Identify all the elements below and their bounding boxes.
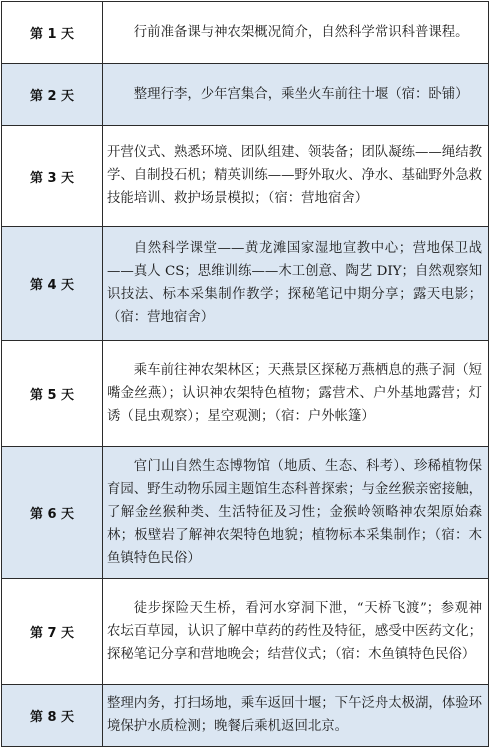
itinerary-row (2, 685, 489, 747)
day-label: 第 2 天 (2, 64, 103, 126)
itinerary-table (1, 1, 489, 747)
itinerary-row (2, 447, 489, 579)
day-label: 第 8 天 (2, 685, 103, 747)
day-description: 行前准备课与神农架概况简介，自然科学常识科普课程。 (103, 2, 489, 64)
itinerary-row (2, 579, 489, 685)
day-label: 第 7 天 (2, 579, 103, 685)
day-description: 整理内务，打扫场地，乘车返回十堰；下午泛舟太极湖，体验环境保护水质检测；晚餐后乘机返回北京。 (103, 685, 489, 747)
day-description: 自然科学课堂——黄龙滩国家湿地宣教中心；营地保卫战——真人 CS；思维训练——木工创意、陶艺 DIY；自然观察知识技法、标本采集制作教学；探秘笔记中期分享；露天电影；（宿：营地宿舍） (103, 227, 489, 341)
day-label: 第 5 天 (2, 341, 103, 447)
day-label: 第 3 天 (2, 126, 103, 227)
day-description: 开营仪式、熟悉环境、团队组建、领装备；团队凝练——绳结教学、自制投石机；精英训练——野外取火、净水、基础野外急救技能培训、救护场景模拟；（宿：营地宿舍） (103, 126, 489, 227)
day-description: 整理行李，少年宫集合，乘坐火车前往十堰（宿：卧铺） (103, 64, 489, 126)
day-description: 乘车前往神农架林区；天燕景区探秘万燕栖息的燕子洞（短嘴金丝燕）；认识神农架特色植物；露营术、户外基地露营；灯诱（昆虫观察）；星空观测；（宿：户外帐篷） (103, 341, 489, 447)
itinerary-row (2, 2, 489, 64)
day-label: 第 4 天 (2, 227, 103, 341)
day-label: 第 6 天 (2, 447, 103, 579)
itinerary-row (2, 64, 489, 126)
day-label: 第 1 天 (2, 2, 103, 64)
day-description: 徒步探险天生桥，看河水穿洞下泄，“天桥飞渡”；参观神农坛百草园，认识了解中草药的药性及特征，感受中医药文化；探秘笔记分享和营地晚会；结营仪式；（宿：木鱼镇特色民俗） (103, 579, 489, 685)
day-description: 官门山自然生态博物馆（地质、生态、科考）、珍稀植物保育园、野生动物乐园主题馆生态科普探索；与金丝猴亲密接触，了解金丝猴种类、生活特征及习性；金猴岭领略神农架原始森林；板壁岩了解神农架特色地貌；植物标本采集制作；（宿：木鱼镇特色民俗） (103, 447, 489, 579)
itinerary-body (2, 2, 489, 747)
itinerary-row (2, 227, 489, 341)
itinerary-row (2, 126, 489, 227)
itinerary-row (2, 341, 489, 447)
